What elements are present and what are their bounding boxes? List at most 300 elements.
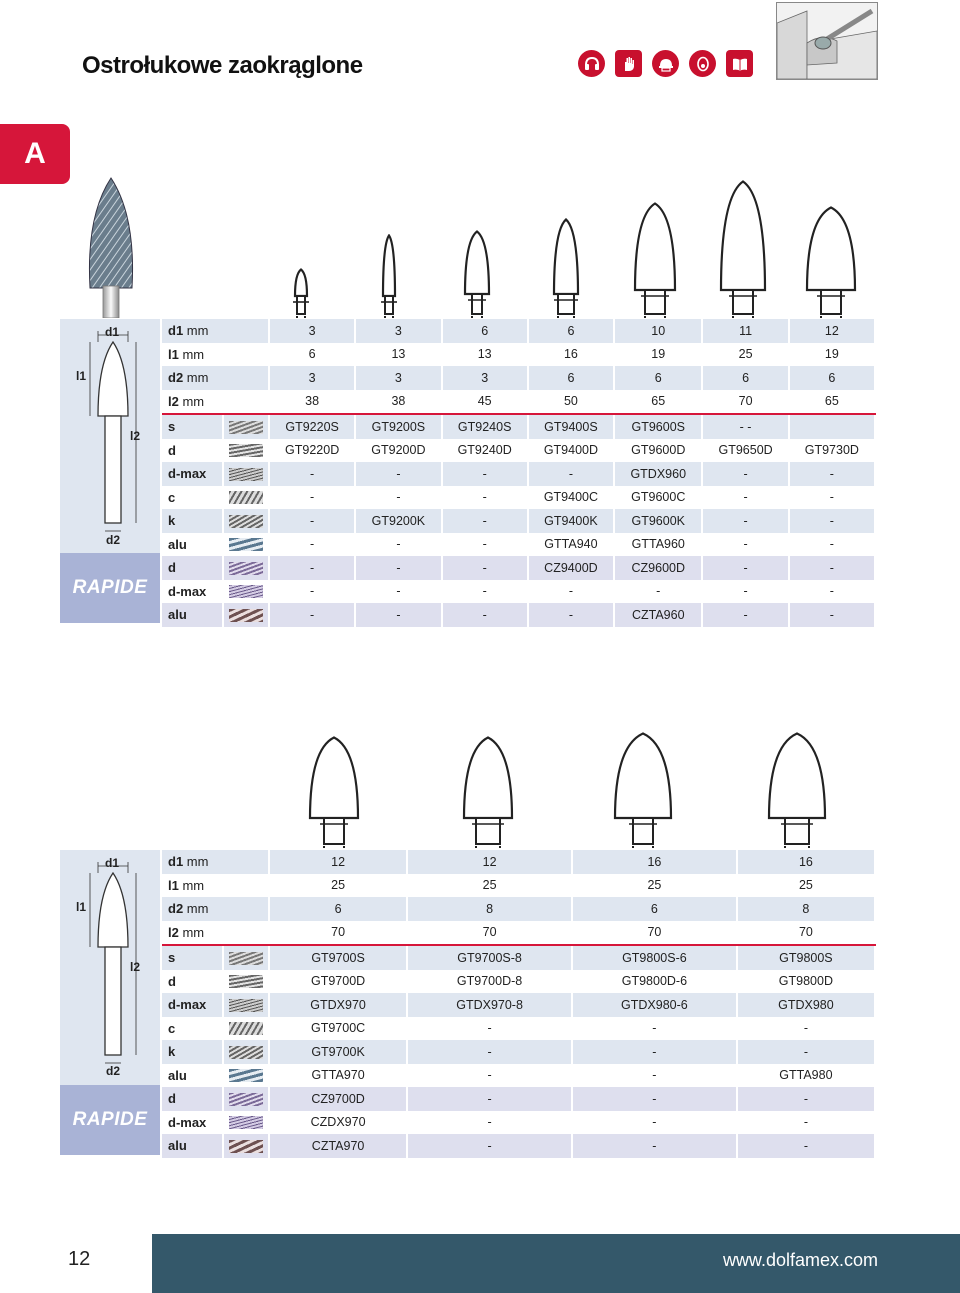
page-number: 12 bbox=[68, 1248, 91, 1270]
cut-pattern-swatch bbox=[223, 486, 269, 510]
cut-pattern-icon bbox=[229, 491, 263, 504]
article-number[interactable]: GT9700S-8 bbox=[407, 945, 572, 970]
dim-l2-label: l2 bbox=[130, 960, 141, 974]
dimension-value: 3 bbox=[442, 366, 528, 390]
dimension-value: 25 bbox=[407, 874, 572, 898]
article-number: - bbox=[407, 1040, 572, 1064]
article-number: - bbox=[572, 1087, 737, 1111]
table-row bbox=[162, 390, 875, 415]
dimension-value: 65 bbox=[614, 390, 702, 415]
article-number: - bbox=[442, 462, 528, 486]
cut-pattern-icon bbox=[229, 999, 263, 1012]
article-number[interactable]: GT9600D bbox=[614, 439, 702, 463]
article-number[interactable]: GTTA940 bbox=[528, 533, 614, 557]
row-label bbox=[162, 993, 223, 1017]
cut-pattern-swatch bbox=[223, 1111, 269, 1135]
row-label-text: d bbox=[168, 973, 176, 989]
row-label-text: d-max bbox=[168, 1114, 207, 1130]
row-label-text: d-max bbox=[168, 466, 207, 482]
cut-pattern-icon bbox=[229, 1022, 263, 1035]
article-number[interactable]: GT9240S bbox=[442, 414, 528, 439]
row-label bbox=[162, 897, 269, 921]
spec-table-2 bbox=[162, 850, 876, 1158]
dim-d1-label: d1 bbox=[105, 325, 120, 339]
table-row bbox=[162, 993, 875, 1017]
row-label-text: alu bbox=[168, 607, 187, 623]
row-label-text: c bbox=[168, 1020, 176, 1036]
row-label-text: d bbox=[168, 560, 176, 576]
dimension-value: 10 bbox=[614, 319, 702, 343]
article-number: - bbox=[702, 603, 788, 627]
dim-d2-label: d2 bbox=[106, 1064, 121, 1078]
article-number[interactable]: GT9700K bbox=[269, 1040, 407, 1064]
article-number: - bbox=[407, 1064, 572, 1088]
article-number: - bbox=[442, 486, 528, 510]
row-label bbox=[162, 1111, 223, 1135]
row-label-text: d-max bbox=[168, 997, 207, 1013]
article-number: - bbox=[355, 533, 441, 557]
table-row bbox=[162, 343, 875, 367]
article-number: - bbox=[355, 486, 441, 510]
row-label-text: s bbox=[168, 950, 176, 966]
dimension-value: 16 bbox=[737, 850, 875, 874]
article-number[interactable]: GT9600C bbox=[614, 486, 702, 510]
article-number[interactable]: GT9220D bbox=[269, 439, 355, 463]
dim-l1-label: l1 bbox=[76, 369, 87, 383]
article-number[interactable]: GT9700D bbox=[269, 970, 407, 994]
article-number: - bbox=[572, 1111, 737, 1135]
row-label bbox=[162, 366, 269, 390]
row-label bbox=[162, 533, 223, 557]
dimension-diagram bbox=[60, 319, 160, 553]
row-label-text: s bbox=[168, 419, 176, 435]
article-number[interactable]: CZDX970 bbox=[269, 1111, 407, 1135]
row-label-text: alu bbox=[168, 1067, 187, 1083]
cut-pattern-icon bbox=[229, 562, 263, 575]
dimension-value: 38 bbox=[355, 390, 441, 415]
article-number: - bbox=[407, 1111, 572, 1135]
cut-pattern-icon bbox=[229, 538, 263, 551]
article-number[interactable]: GT9220S bbox=[269, 414, 355, 439]
article-number[interactable]: GT9400D bbox=[528, 439, 614, 463]
cut-pattern-swatch bbox=[223, 556, 269, 580]
row-label bbox=[162, 850, 269, 874]
article-number: - bbox=[442, 533, 528, 557]
table-row bbox=[162, 486, 875, 510]
dimension-value: 6 bbox=[572, 897, 737, 921]
dimension-value: 6 bbox=[789, 366, 875, 390]
cut-pattern-swatch bbox=[223, 1087, 269, 1111]
dim-l1-label: l1 bbox=[76, 900, 87, 914]
article-number: - bbox=[737, 1040, 875, 1064]
table-row bbox=[162, 897, 875, 921]
article-number[interactable]: GTTA970 bbox=[269, 1064, 407, 1088]
article-number: - bbox=[789, 486, 875, 510]
dim-l2-label: l2 bbox=[130, 429, 141, 443]
tool-profile bbox=[630, 202, 680, 323]
dimension-value: 16 bbox=[528, 343, 614, 367]
table-row bbox=[162, 1111, 875, 1135]
manual-icon bbox=[726, 50, 753, 77]
article-number: - bbox=[737, 1087, 875, 1111]
article-number: - bbox=[528, 580, 614, 604]
table-row bbox=[162, 1017, 875, 1041]
article-number: - bbox=[442, 556, 528, 580]
section-tab[interactable]: A bbox=[0, 124, 70, 184]
row-label-text: d bbox=[168, 442, 176, 458]
row-label-text: d-max bbox=[168, 583, 207, 599]
article-number[interactable]: GT9200S bbox=[355, 414, 441, 439]
row-label bbox=[162, 343, 269, 367]
table-row bbox=[162, 945, 875, 970]
cut-pattern-swatch bbox=[223, 970, 269, 994]
article-number: - bbox=[355, 603, 441, 627]
article-number: - bbox=[702, 556, 788, 580]
row-label bbox=[162, 319, 269, 343]
dimension-value: 25 bbox=[269, 874, 407, 898]
article-number[interactable]: GT9730D bbox=[789, 439, 875, 463]
cut-pattern-swatch bbox=[223, 993, 269, 1017]
row-label bbox=[162, 1017, 223, 1041]
glove-icon bbox=[615, 50, 642, 77]
row-label-text: l1 bbox=[168, 346, 179, 362]
article-number: - bbox=[269, 580, 355, 604]
article-number: - bbox=[269, 556, 355, 580]
row-unit: mm bbox=[183, 323, 209, 339]
row-label-text: alu bbox=[168, 1138, 187, 1154]
article-number: - bbox=[269, 486, 355, 510]
article-number[interactable]: CZ9400D bbox=[528, 556, 614, 580]
row-label bbox=[162, 580, 223, 604]
dimension-value: 3 bbox=[355, 366, 441, 390]
safety-icons bbox=[578, 50, 753, 77]
tool-profile bbox=[716, 180, 770, 323]
row-label-text: alu bbox=[168, 536, 187, 552]
row-label-text: c bbox=[168, 489, 176, 505]
article-number[interactable]: GT9400C bbox=[528, 486, 614, 510]
dimension-value: 50 bbox=[528, 390, 614, 415]
cut-pattern-swatch bbox=[223, 1134, 269, 1158]
cut-pattern-icon bbox=[229, 609, 263, 622]
article-number[interactable]: CZTA960 bbox=[614, 603, 702, 627]
dimension-value: 25 bbox=[702, 343, 788, 367]
row-label bbox=[162, 945, 223, 970]
cut-pattern-icon bbox=[229, 515, 263, 528]
article-number: - bbox=[789, 580, 875, 604]
dimension-value: 19 bbox=[789, 343, 875, 367]
table-row bbox=[162, 580, 875, 604]
article-number: - bbox=[442, 509, 528, 533]
article-number: - bbox=[702, 580, 788, 604]
article-number: - bbox=[528, 603, 614, 627]
article-number[interactable]: GT9800D bbox=[737, 970, 875, 994]
article-number: - bbox=[442, 580, 528, 604]
dimension-value: 19 bbox=[614, 343, 702, 367]
article-number[interactable]: GT9600K bbox=[614, 509, 702, 533]
tool-profile bbox=[802, 206, 860, 323]
article-number: - bbox=[269, 509, 355, 533]
burr-photo bbox=[82, 176, 140, 323]
cut-pattern-icon bbox=[229, 444, 263, 457]
article-number[interactable]: CZ9600D bbox=[614, 556, 702, 580]
cut-pattern-swatch bbox=[223, 414, 269, 439]
article-number[interactable]: GT9700C bbox=[269, 1017, 407, 1041]
cut-pattern-icon bbox=[229, 468, 263, 481]
article-number: - bbox=[614, 580, 702, 604]
row-label-text: k bbox=[168, 1044, 176, 1060]
article-number: - bbox=[269, 462, 355, 486]
article-number[interactable]: GT9200K bbox=[355, 509, 441, 533]
dimension-value: 8 bbox=[407, 897, 572, 921]
row-label bbox=[162, 556, 223, 580]
dimension-value: 25 bbox=[737, 874, 875, 898]
cut-pattern-swatch bbox=[223, 580, 269, 604]
article-number[interactable]: GTDX970 bbox=[269, 993, 407, 1017]
article-number[interactable]: CZ9700D bbox=[269, 1087, 407, 1111]
article-number: - bbox=[789, 462, 875, 486]
row-unit: mm bbox=[178, 346, 205, 362]
cut-pattern-icon bbox=[229, 1046, 263, 1059]
cut-pattern-icon bbox=[229, 1069, 263, 1082]
dimension-value: 16 bbox=[572, 850, 737, 874]
article-number[interactable]: GTTA960 bbox=[614, 533, 702, 557]
row-label bbox=[162, 509, 223, 533]
row-label bbox=[162, 462, 223, 486]
article-number[interactable]: GT9400K bbox=[528, 509, 614, 533]
page-title: Ostrołukowe zaokrąglone bbox=[82, 52, 363, 79]
row-unit: mm bbox=[178, 924, 205, 940]
article-number: - bbox=[269, 533, 355, 557]
cut-pattern-icon bbox=[229, 585, 263, 598]
cut-pattern-icon bbox=[229, 975, 263, 988]
table-row bbox=[162, 319, 875, 343]
article-number: - bbox=[572, 1064, 737, 1088]
dimension-value: 6 bbox=[702, 366, 788, 390]
cut-pattern-swatch bbox=[223, 945, 269, 970]
article-number: - bbox=[789, 556, 875, 580]
article-number: - bbox=[407, 1017, 572, 1041]
table-row bbox=[162, 366, 875, 390]
article-number[interactable]: CZTA970 bbox=[269, 1134, 407, 1158]
dimension-value: 6 bbox=[614, 366, 702, 390]
article-number[interactable]: GT9240D bbox=[442, 439, 528, 463]
table-row bbox=[162, 414, 875, 439]
table-row bbox=[162, 874, 875, 898]
cut-pattern-swatch bbox=[223, 603, 269, 627]
row-label-text: k bbox=[168, 513, 176, 529]
ear-protection-icon bbox=[578, 50, 605, 77]
row-label-text: d2 bbox=[168, 370, 184, 386]
row-label-text: d bbox=[168, 1091, 176, 1107]
row-unit: mm bbox=[178, 877, 205, 893]
row-label bbox=[162, 414, 223, 439]
dimension-value: 6 bbox=[442, 319, 528, 343]
cut-pattern-swatch bbox=[223, 1064, 269, 1088]
row-label-text: l2 bbox=[168, 393, 179, 409]
table-row bbox=[162, 1087, 875, 1111]
dimension-value: 6 bbox=[269, 343, 355, 367]
dimension-value: 70 bbox=[737, 921, 875, 946]
dimension-value: 65 bbox=[789, 390, 875, 415]
article-number[interactable]: - - bbox=[702, 414, 788, 439]
cut-pattern-swatch bbox=[223, 439, 269, 463]
dimension-value: 6 bbox=[528, 319, 614, 343]
table-row bbox=[162, 462, 875, 486]
tool-profile bbox=[610, 732, 676, 853]
row-label-text: l2 bbox=[168, 924, 179, 940]
dimension-value: 45 bbox=[442, 390, 528, 415]
article-number: - bbox=[442, 603, 528, 627]
article-number: - bbox=[702, 462, 788, 486]
row-label bbox=[162, 921, 269, 946]
table-row bbox=[162, 1064, 875, 1088]
row-label bbox=[162, 603, 223, 627]
article-number[interactable]: GT9800D-6 bbox=[572, 970, 737, 994]
cut-pattern-swatch bbox=[223, 1017, 269, 1041]
cut-pattern-swatch bbox=[223, 533, 269, 557]
article-number: - bbox=[572, 1040, 737, 1064]
article-number[interactable]: GT9600S bbox=[614, 414, 702, 439]
article-number: - bbox=[737, 1017, 875, 1041]
dimension-value: 70 bbox=[572, 921, 737, 946]
row-unit: mm bbox=[178, 393, 205, 409]
application-illustration bbox=[776, 2, 878, 80]
cut-pattern-swatch bbox=[223, 509, 269, 533]
row-label-text: d1 bbox=[168, 323, 184, 339]
website-link[interactable]: www.dolfamex.com bbox=[722, 1250, 878, 1270]
table-row bbox=[162, 1134, 875, 1158]
row-label-text: l1 bbox=[168, 877, 179, 893]
row-unit: mm bbox=[183, 370, 209, 386]
dimension-value: 3 bbox=[269, 366, 355, 390]
mask-icon bbox=[689, 50, 716, 77]
cut-pattern-icon bbox=[229, 1140, 263, 1153]
article-number[interactable]: GT9800S-6 bbox=[572, 945, 737, 970]
tool-profile bbox=[290, 268, 312, 323]
table-row bbox=[162, 439, 875, 463]
dimension-value: 38 bbox=[269, 390, 355, 415]
table-row bbox=[162, 603, 875, 627]
article-number[interactable]: GT9650D bbox=[702, 439, 788, 463]
article-number: - bbox=[737, 1111, 875, 1135]
dimension-value: 12 bbox=[407, 850, 572, 874]
table-row bbox=[162, 970, 875, 994]
article-number: - bbox=[355, 462, 441, 486]
dimension-value: 70 bbox=[407, 921, 572, 946]
article-number: - bbox=[407, 1087, 572, 1111]
table-row bbox=[162, 921, 875, 946]
article-number: - bbox=[407, 1134, 572, 1158]
table-row bbox=[162, 509, 875, 533]
article-number[interactable]: GT9200D bbox=[355, 439, 441, 463]
tool-profile bbox=[549, 218, 583, 323]
article-number: - bbox=[789, 603, 875, 627]
article-number: - bbox=[572, 1134, 737, 1158]
row-label bbox=[162, 970, 223, 994]
article-number[interactable]: GTDX980 bbox=[737, 993, 875, 1017]
row-label bbox=[162, 1134, 223, 1158]
cut-pattern-icon bbox=[229, 421, 263, 434]
article-number[interactable]: GTDX970-8 bbox=[407, 993, 572, 1017]
table-row bbox=[162, 556, 875, 580]
article-number: - bbox=[702, 533, 788, 557]
article-number: - bbox=[789, 533, 875, 557]
row-label bbox=[162, 486, 223, 510]
row-label-text: d1 bbox=[168, 854, 184, 870]
article-number: - bbox=[572, 1017, 737, 1041]
tool-profile bbox=[459, 736, 517, 853]
rapide-label: RAPIDE bbox=[60, 553, 160, 623]
tool-profile bbox=[460, 230, 494, 323]
dimension-value: 70 bbox=[269, 921, 407, 946]
article-number: - bbox=[528, 462, 614, 486]
cut-pattern-swatch bbox=[223, 462, 269, 486]
dimension-diagram-2 bbox=[60, 850, 160, 1085]
dimension-value: 13 bbox=[442, 343, 528, 367]
row-label-text: d2 bbox=[168, 901, 184, 917]
table-row bbox=[162, 850, 875, 874]
dimension-value: 13 bbox=[355, 343, 441, 367]
article-number[interactable]: GTTA980 bbox=[737, 1064, 875, 1088]
article-number[interactable]: GT9400S bbox=[528, 414, 614, 439]
dimension-value: 12 bbox=[269, 850, 407, 874]
cut-pattern-icon bbox=[229, 1116, 263, 1129]
tool-profile bbox=[764, 732, 830, 853]
article-number[interactable]: GTDX960 bbox=[614, 462, 702, 486]
table-row bbox=[162, 1040, 875, 1064]
cut-pattern-icon bbox=[229, 952, 263, 965]
dimension-value: 3 bbox=[269, 319, 355, 343]
article-number[interactable]: GT9700S bbox=[269, 945, 407, 970]
spec-table-1 bbox=[162, 319, 876, 627]
article-number: - bbox=[789, 509, 875, 533]
row-label bbox=[162, 390, 269, 415]
article-number: - bbox=[355, 580, 441, 604]
row-label bbox=[162, 1040, 223, 1064]
dimension-value: 6 bbox=[528, 366, 614, 390]
article-number[interactable]: GT9800S bbox=[737, 945, 875, 970]
cut-pattern-icon bbox=[229, 1093, 263, 1106]
row-label bbox=[162, 1087, 223, 1111]
article-number: - bbox=[269, 603, 355, 627]
dimension-value: 6 bbox=[269, 897, 407, 921]
article-number: - bbox=[702, 509, 788, 533]
article-number: - bbox=[737, 1134, 875, 1158]
tool-profile bbox=[378, 234, 400, 323]
dimension-value: 70 bbox=[702, 390, 788, 415]
article-number bbox=[789, 414, 875, 439]
dimension-value: 3 bbox=[355, 319, 441, 343]
cut-pattern-swatch bbox=[223, 1040, 269, 1064]
table-row bbox=[162, 533, 875, 557]
tool-profile bbox=[305, 736, 363, 853]
dimension-value: 8 bbox=[737, 897, 875, 921]
article-number[interactable]: GT9700D-8 bbox=[407, 970, 572, 994]
dimension-value: 11 bbox=[702, 319, 788, 343]
article-number: - bbox=[702, 486, 788, 510]
row-unit: mm bbox=[183, 854, 209, 870]
rapide-label-2: RAPIDE bbox=[60, 1085, 160, 1155]
row-label bbox=[162, 1064, 223, 1088]
row-label bbox=[162, 439, 223, 463]
dim-d2-label: d2 bbox=[106, 533, 121, 547]
row-unit: mm bbox=[183, 901, 209, 917]
dimension-value: 25 bbox=[572, 874, 737, 898]
dimension-value: 12 bbox=[789, 319, 875, 343]
row-label bbox=[162, 874, 269, 898]
article-number[interactable]: GTDX980-6 bbox=[572, 993, 737, 1017]
dim-d1-label: d1 bbox=[105, 856, 120, 870]
